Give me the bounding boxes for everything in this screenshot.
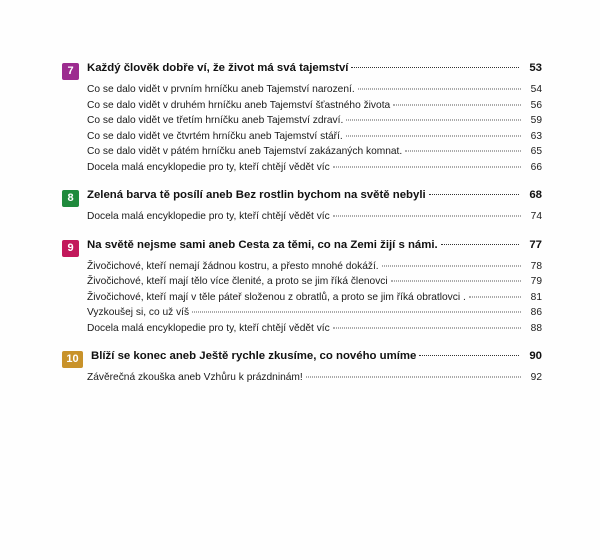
chapter-entries [87, 259, 542, 337]
entry-page-number: 56 [530, 99, 542, 111]
chapter-heading[interactable] [62, 62, 542, 80]
entry-page-number: 65 [530, 146, 542, 157]
chapter-number-badge: 7 [62, 63, 79, 80]
chapter-page-number: 53 [529, 62, 542, 74]
entry-title: Co se dalo vidět v pátém hrníčku aneb Tajemství zakázaných komnat. [87, 146, 403, 157]
leader-dots [351, 67, 519, 68]
leader-dots [333, 327, 521, 328]
leader-dots [346, 135, 521, 136]
leader-dots [358, 89, 521, 90]
entry-title: Docela malá encyklopedie pro ty, kteří chtějí vědět víc [87, 211, 330, 222]
entry-title: Docela malá encyklopedie pro ty, kteří chtějí vědět víc [87, 161, 330, 173]
chapter-title: Na světě nejsme sami aneb Cesta za těmi, co na Zemi žijí s námi. [87, 238, 438, 251]
chapter-heading[interactable] [62, 189, 542, 207]
chapter-block [62, 239, 542, 337]
entry-page-number: 78 [530, 260, 542, 272]
leader-dots [393, 104, 521, 105]
chapter-block [62, 62, 542, 175]
chapter-number-badge: 8 [62, 190, 79, 207]
entry-title: Co se dalo vidět v prvním hrníčku aneb Tajemství narození. [87, 84, 355, 95]
entry-title: Co se dalo vidět ve třetím hrníčku aneb Tajemství zdraví. [87, 115, 344, 126]
toc-entry[interactable] [87, 259, 542, 275]
entry-title: Docela malá encyklopedie pro ty, kteří chtějí vědět víc [87, 322, 330, 334]
entry-title: Živočichové, kteří nemají žádnou kostru, a přesto mnohé dokáží. [87, 260, 379, 272]
chapter-entries [87, 370, 542, 386]
entry-title: Co se dalo vidět v druhém hrníčku aneb Tajemství šťastného života [87, 99, 391, 111]
entry-page-number: 88 [530, 322, 542, 334]
chapter-number-badge: 9 [62, 240, 79, 257]
toc-entry[interactable] [87, 144, 542, 160]
entry-title: Závěrečná zkouška aneb Vzhůru k prázdninám! [87, 372, 303, 383]
chapter-entries [87, 209, 542, 225]
chapter-title-row [87, 62, 542, 74]
chapter-page-number: 90 [529, 350, 542, 362]
entry-title: Živočichové, kteří mají tělo více členité, a proto se jim říká členovci [87, 276, 388, 287]
toc-entry[interactable] [87, 209, 542, 225]
entry-page-number: 81 [530, 291, 542, 303]
entry-page-number: 59 [530, 115, 542, 126]
entry-title: Co se dalo vidět ve čtvrtém hrníčku aneb Tajemství stáří. [87, 130, 343, 142]
entry-title: Živočichové, kteří mají v těle páteř složenou z obratlů, a proto se jim říká obratlovci . [87, 291, 466, 303]
entry-page-number: 74 [530, 211, 542, 222]
toc-entry[interactable] [87, 321, 542, 337]
leader-dots [429, 194, 519, 195]
toc-entry[interactable] [87, 160, 542, 176]
chapter-title-row [87, 239, 542, 251]
leader-dots [306, 377, 521, 378]
entry-page-number: 92 [530, 372, 542, 383]
toc-entry[interactable] [87, 129, 542, 145]
leader-dots [192, 312, 521, 313]
leader-dots [333, 216, 521, 217]
table-of-contents [62, 62, 542, 400]
toc-entry[interactable] [87, 290, 542, 306]
leader-dots [346, 120, 521, 121]
leader-dots [333, 166, 521, 167]
chapter-page-number: 77 [529, 238, 542, 251]
toc-entry[interactable] [87, 274, 542, 290]
toc-entry[interactable] [87, 98, 542, 114]
leader-dots [405, 151, 521, 152]
leader-dots [419, 355, 519, 356]
toc-entry[interactable] [87, 370, 542, 386]
chapter-heading[interactable] [62, 350, 542, 368]
entry-page-number: 66 [530, 161, 542, 173]
entry-page-number: 63 [530, 130, 542, 142]
chapter-title-row [91, 350, 542, 362]
leader-dots [441, 244, 519, 245]
entry-page-number: 54 [530, 84, 542, 95]
entry-page-number: 86 [530, 307, 542, 318]
leader-dots [382, 265, 521, 266]
leader-dots [469, 296, 521, 297]
chapter-heading[interactable] [62, 239, 542, 257]
chapter-entries [87, 82, 542, 175]
chapter-block [62, 189, 542, 225]
toc-entry[interactable] [87, 82, 542, 98]
chapter-number-badge: 10 [62, 351, 83, 368]
chapter-title-row [87, 189, 542, 201]
chapter-page-number: 68 [529, 189, 542, 201]
leader-dots [391, 281, 521, 282]
toc-entry[interactable] [87, 305, 542, 321]
toc-entry[interactable] [87, 113, 542, 129]
chapter-block [62, 350, 542, 386]
chapter-title: Každý člověk dobře ví, že život má svá tajemství [87, 62, 349, 74]
chapter-title: Blíží se konec aneb Ještě rychle zkusíme, co nového umíme [91, 350, 417, 362]
entry-page-number: 79 [530, 276, 542, 287]
entry-title: Vyzkoušej si, co už víš [87, 307, 190, 318]
chapter-title: Zelená barva tě posílí aneb Bez rostlin bychom na světě nebyli [87, 189, 426, 201]
